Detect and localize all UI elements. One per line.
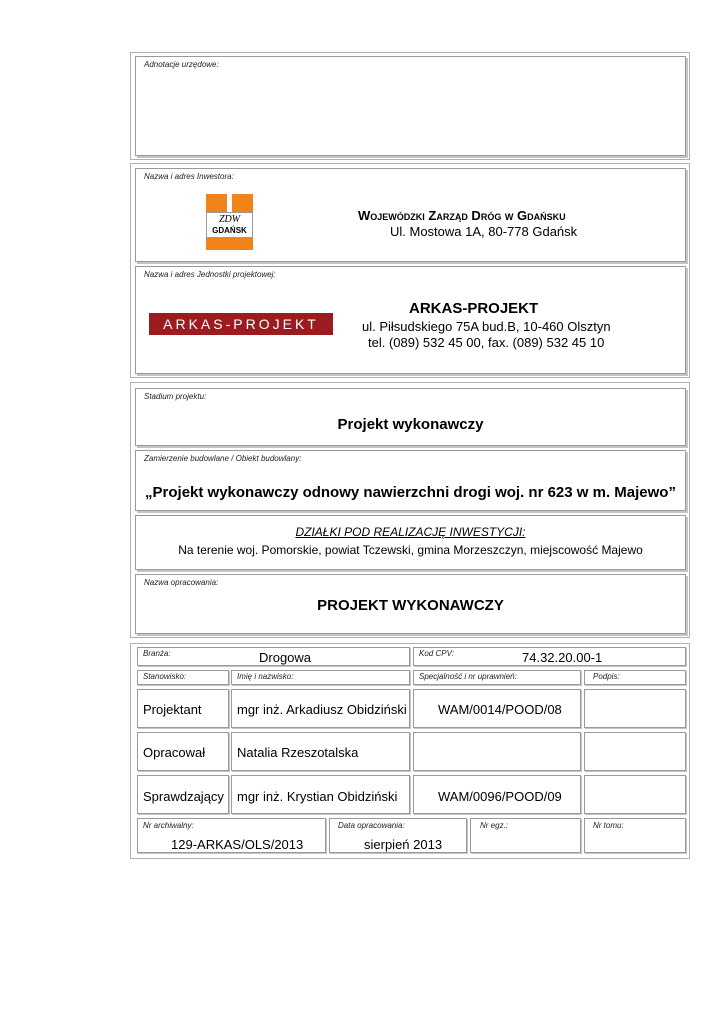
table-cell-spec <box>413 689 581 728</box>
project-box <box>135 450 686 511</box>
plots-heading: DZIAŁKI POD REALIZACJĘ INWESTYCJI: <box>295 525 526 539</box>
cpv-value: 74.32.20.00-1 <box>522 650 603 665</box>
cpv-label: Kod CPV: <box>419 649 454 658</box>
header-signature-label: Podpis: <box>593 672 620 681</box>
table-cell-signature <box>584 689 686 728</box>
investor-name: Wojewódzki Zarząd Dróg w Gdańsku <box>358 208 566 223</box>
stage-label: Stadium projektu: <box>144 392 207 401</box>
designer-address: ul. Piłsudskiego 75A bud.B, 10-460 Olsztyn <box>362 319 611 334</box>
header-position-label: Stanowisko: <box>143 672 187 681</box>
zdw-logo-bottom: GDAŃSK <box>212 226 247 235</box>
investor-label: Nazwa i adres Inwestora: <box>144 172 234 181</box>
archive-label: Nr archiwalny: <box>143 821 194 830</box>
designer-phone: tel. (089) 532 45 00, fax. (089) 532 45 10 <box>368 335 605 350</box>
zdw-logo <box>206 194 253 250</box>
zdw-logo-top: ZDW <box>218 214 241 225</box>
header-position <box>137 670 229 685</box>
table-cell-spec <box>413 732 581 771</box>
plots-text: Na terenie woj. Pomorskie, powiat Tczewski, gmina Morzeszczyn, miejscowość Majewo <box>178 543 643 557</box>
study-box <box>135 574 686 634</box>
designer-label: Nazwa i adres Jednostki projektowej: <box>144 270 276 279</box>
arkas-logo <box>149 313 333 335</box>
investor-box <box>135 168 686 262</box>
row-name: Natalia Rzeszotalska <box>237 745 359 760</box>
annotations-label: Adnotacje urzędowe: <box>144 60 219 69</box>
arkas-logo-text: ARKAS-PROJEKT <box>163 316 319 332</box>
table-row <box>137 775 229 814</box>
archive-cell <box>137 818 326 853</box>
date-label: Data opracowania: <box>338 821 405 830</box>
stage-value: Projekt wykonawczy <box>337 416 484 433</box>
table-row <box>137 732 229 771</box>
annotations-box <box>135 56 686 156</box>
stage-box <box>135 388 686 446</box>
designer-box <box>135 266 686 374</box>
row-spec: WAM/0096/POOD/09 <box>438 789 562 804</box>
investor-address: Ul. Mostowa 1A, 80-778 Gdańsk <box>390 224 578 239</box>
header-name <box>231 670 410 685</box>
header-signature <box>584 670 686 685</box>
table-cell-name <box>231 689 410 728</box>
table-row <box>137 689 229 728</box>
plots-box <box>135 515 686 570</box>
branch-cell <box>137 647 410 666</box>
header-spec <box>413 670 581 685</box>
study-value: PROJEKT WYKONAWCZY <box>317 597 504 614</box>
volume-label: Nr tomu: <box>593 821 624 830</box>
row-name: mgr inż. Krystian Obidziński <box>237 789 398 804</box>
archive-value: 129-ARKAS/OLS/2013 <box>171 837 304 852</box>
copy-cell <box>470 818 581 853</box>
table-cell-signature <box>584 775 686 814</box>
project-title: „Projekt wykonawczy odnowy nawierzchni drogi woj. nr 623 w m. Majewo” <box>145 484 676 501</box>
table-cell-spec <box>413 775 581 814</box>
volume-cell <box>584 818 686 853</box>
row-position: Projektant <box>143 702 202 717</box>
branch-value: Drogowa <box>259 650 312 665</box>
header-name-label: Imię i nazwisko: <box>237 672 294 681</box>
date-cell <box>329 818 467 853</box>
copy-label: Nr egz.: <box>480 821 509 830</box>
date-value: sierpień 2013 <box>364 837 443 852</box>
study-label: Nazwa opracowania: <box>144 578 219 587</box>
table-cell-signature <box>584 732 686 771</box>
row-name: mgr inż. Arkadiusz Obidziński <box>237 702 407 717</box>
row-position: Opracował <box>143 745 206 760</box>
table-cell-name <box>231 775 410 814</box>
project-label: Zamierzenie budowlane / Obiekt budowlany: <box>144 454 302 463</box>
table-cell-name <box>231 732 410 771</box>
header-spec-label: Specjalność i nr uprawnień: <box>419 672 517 681</box>
row-position: Sprawdzający <box>143 789 224 804</box>
designer-name: ARKAS-PROJEKT <box>409 300 539 317</box>
branch-label: Branża: <box>143 649 171 658</box>
cpv-cell <box>413 647 686 666</box>
row-spec: WAM/0014/POOD/08 <box>438 702 562 717</box>
